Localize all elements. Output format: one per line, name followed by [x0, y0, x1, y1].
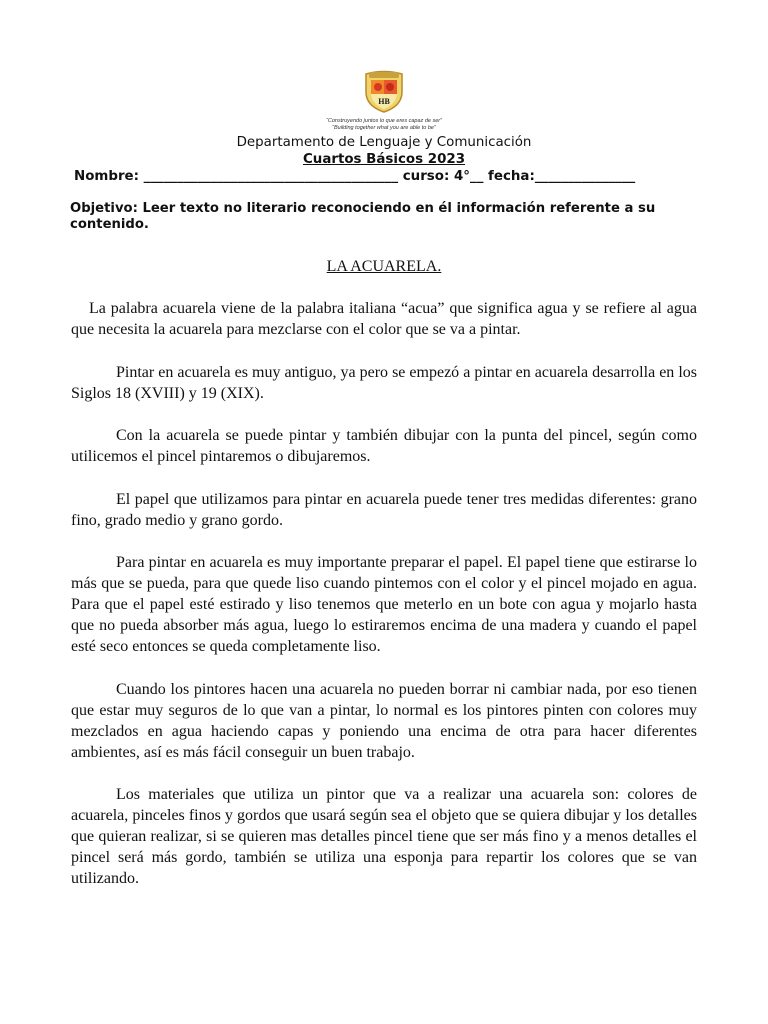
paragraph: El papel que utilizamos para pintar en acuarela puede tener tres medidas diferentes: grano fino, grado medio y grano gordo. — [71, 490, 697, 529]
school-logo — [0, 68, 768, 114]
paragraph: Para pintar en acuarela es muy importante preparar el papel. El papel tiene que estirarse lo más que se pueda, para que quede liso cuando pintemos con el color y el pincel mojado en agua. Para que el papel esté estirado y liso tenemos que meterlo en un bote con agua y mojarlo hasta que no pueda absorber más agua, luego lo estiraremos encima de una madera y cuando el papel esté seco entonces se queda completamente liso. — [71, 554, 697, 655]
paragraph: Los materiales que utiliza un pintor que va a realizar una acuarela son: colores de acuarela, pinceles finos y gordos que usará según sea el objeto que se quiera dibujar y los detalles que quieran realizar, si se quieren mas detalles pincel tiene que ser más fino y a menos detalles el pincel será más gordo, también se utiliza una esponja para repartir los colores que se van utilizando. — [71, 786, 697, 887]
motto-spanish: “Construyendo juntos lo que eres capaz de ser” — [326, 118, 442, 124]
motto-english: “Building together what you are able to be” — [332, 125, 436, 131]
course-title — [0, 152, 768, 168]
svg-text:HB: HB — [378, 97, 390, 106]
document-body — [71, 298, 697, 911]
paragraph: Cuando los pintores hacen una acuarela no pueden borrar ni cambiar nada, por eso tienen que estar muy seguros de lo que van a pintar, lo normal es los pintores pinten con colores muy mezclados en agua haciendo capas y poniendo una encima de otra para hacer diferentes ambientes, así es más fácil conseguir un buen trabajo. — [71, 680, 697, 761]
course-title-text: Cuartos Básicos 2023 — [302, 152, 466, 167]
paragraph: Con la acuarela se puede pintar y también dibujar con la punta del pincel, según como utilicemos el pincel pintaremos o dibujaremos. — [71, 427, 697, 465]
school-crest-icon — [361, 68, 407, 114]
paragraph: La palabra acuarela viene de la palabra italiana “acua” que significa agua y se refiere al agua que necesita la acuarela para mezclarse con el color que se va a pintar. — [71, 300, 697, 338]
paragraph: Pintar en acuarela es muy antiguo, ya pero se empezó a pintar en acuarela desarrolla en los Siglos 18 (XVIII) y 19 (XIX). — [71, 363, 697, 402]
department-name: Departamento de Lenguaje y Comunicación — [236, 135, 532, 150]
document-title: LA ACUARELA. — [326, 258, 442, 275]
student-info-line: Nombre: ______________________________________ curso: 4°__ fecha:_______________ — [74, 169, 636, 184]
objective-text: Objetivo: Leer texto no literario reconociendo en él información referente a su contenido. — [70, 201, 656, 232]
